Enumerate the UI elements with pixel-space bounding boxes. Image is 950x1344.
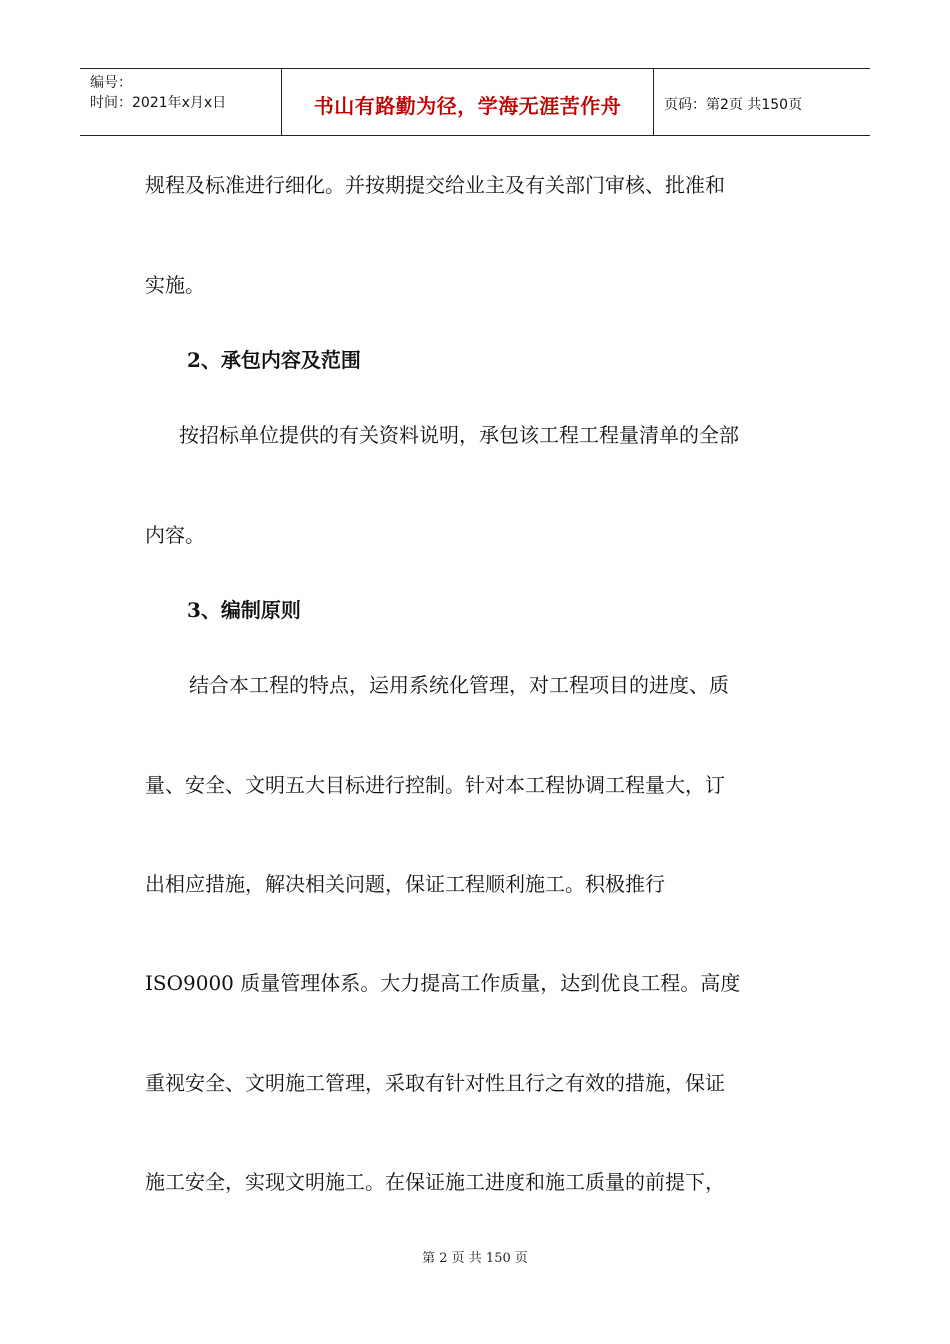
document-number-label: 编号：: [90, 75, 132, 91]
section-heading: 2、承包内容及范围: [187, 348, 361, 372]
body-line: 出相应措施，解决相关问题，保证工程顺利施工。积极推行: [145, 872, 665, 896]
document-date-label: 时间：2021年x月x日: [90, 95, 227, 111]
body-line: 规程及标准进行细化。并按期提交给业主及有关部门审核、批准和: [145, 173, 725, 197]
body-line: 重视安全、文明施工管理，采取有针对性且行之有效的措施，保证: [145, 1071, 725, 1095]
body-line: ISO9000 质量管理体系。大力提高工作质量，达到优良工程。高度: [145, 971, 741, 995]
body-line: 按招标单位提供的有关资料说明，承包该工程工程量清单的全部: [179, 423, 739, 447]
body-line: 结合本工程的特点，运用系统化管理，对工程项目的进度、质: [189, 673, 729, 697]
header-motto: 书山有路勤为径，学海无涯苦作舟: [282, 69, 654, 135]
body-line: 实施。: [145, 273, 205, 297]
header-meta: [80, 69, 282, 135]
section-heading: 3、编制原则: [187, 598, 301, 622]
header-page-number: 页码：第2页 共150页: [664, 97, 803, 113]
body-line: 施工安全，实现文明施工。在保证施工进度和施工质量的前提下，: [145, 1170, 725, 1194]
body-line: 内容。: [145, 523, 205, 547]
document-header: [80, 68, 870, 136]
body-line: 量、安全、文明五大目标进行控制。针对本工程协调工程量大，订: [145, 773, 725, 797]
page-footer: 第 2 页 共 150 页: [422, 1251, 528, 1266]
